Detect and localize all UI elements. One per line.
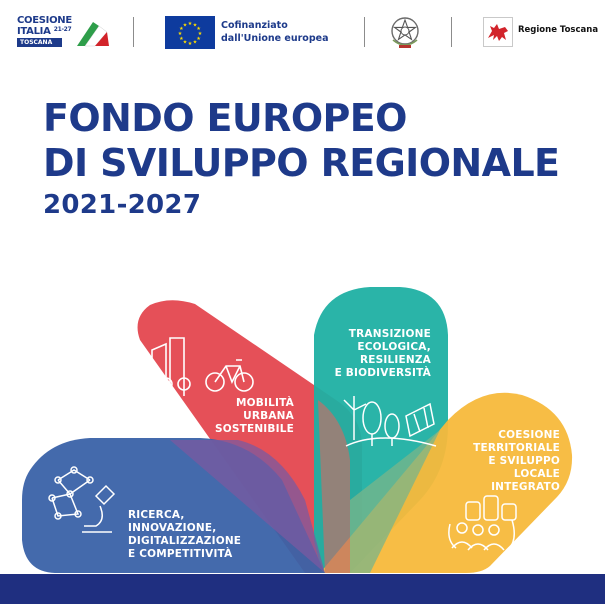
eu-star-icon: ★ (187, 21, 193, 27)
label-ricerca-line: DIGITALIZZAZIONE (128, 535, 242, 547)
eu-star-icon: ★ (187, 41, 193, 47)
label-mobilita-line: SOSTENIBILE (214, 423, 294, 435)
label-coesione-line: INTEGRATO (491, 481, 560, 493)
coesione-line2: ITALIA $^{21-27}$ (17, 26, 72, 37)
label-ricerca-line: E COMPETITIVITÀ (128, 548, 233, 560)
label-ricerca-line: RICERCA, (128, 509, 185, 521)
eu-star-icon: ★ (179, 36, 184, 42)
eu-star-icon: ★ (192, 22, 198, 29)
coesione-line3: TOSCANA (17, 38, 62, 47)
eu-text-line2: dall'Unione europea (221, 33, 329, 44)
programme-years: 2021-2027 (43, 190, 202, 220)
label-transizione-line: E BIODIVERSITÀ (334, 367, 431, 379)
label-transizione-line: TRANSIZIONE (348, 328, 431, 340)
label-coesione-line: E SVILUPPO (488, 455, 560, 467)
eu-star-icon: ★ (192, 39, 198, 46)
logo-bar (0, 0, 605, 62)
label-transizione-line: RESILIENZA (359, 354, 431, 366)
title-line1: FONDO EUROPEO (43, 96, 407, 140)
page-title (43, 96, 603, 186)
logo-divider (133, 17, 134, 47)
label-coesione-line: LOCALE (513, 468, 560, 480)
eu-cofinanziato-text (221, 19, 351, 45)
eu-text-line1: Cofinanziato (221, 20, 288, 31)
eu-star-icon: ★ (179, 26, 184, 32)
eu-star-icon: ★ (182, 22, 188, 29)
regione-toscana-label: Regione Toscana (518, 25, 599, 35)
logo-divider (364, 17, 365, 47)
label-coesione-line: COESIONE (498, 429, 560, 441)
label-coesione-line: TERRITORIALE (473, 442, 560, 454)
priorities-fan-graphic (0, 270, 605, 574)
coesione-mark-icon (75, 18, 109, 48)
label-mobilita-line: URBANA (243, 410, 294, 422)
eu-star-icon: ★ (177, 31, 183, 37)
footer-bar (0, 574, 605, 604)
title-line2: DI SVILUPPO REGIONALE (43, 141, 560, 185)
eu-star-icon: ★ (197, 31, 203, 37)
eu-star-icon: ★ (196, 36, 201, 42)
coesione-italia-logo (17, 15, 107, 49)
coesione-line1: COESIONE (17, 15, 72, 26)
eu-star-icon: ★ (182, 39, 188, 46)
logo-divider (451, 17, 452, 47)
label-transizione-line: ECOLOGICA, (357, 341, 431, 353)
italian-republic-emblem-icon (388, 14, 422, 50)
label-ricerca-line: INNOVAZIONE, (128, 522, 217, 534)
label-mobilita-line: MOBILITÀ (236, 397, 294, 409)
eu-flag-icon (165, 16, 215, 49)
eu-star-icon: ★ (196, 26, 201, 32)
toscana-pegasus-icon (483, 17, 513, 47)
